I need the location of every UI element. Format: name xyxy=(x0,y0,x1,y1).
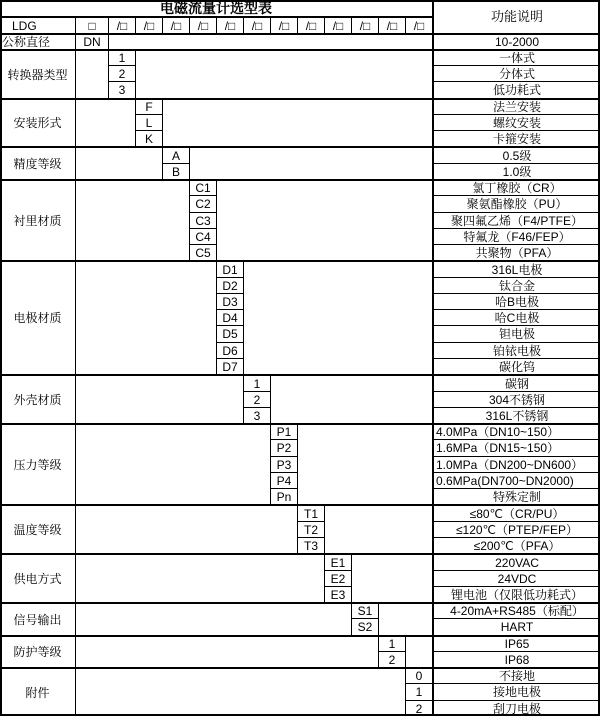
option-code-cell: L xyxy=(135,114,162,130)
option-code-cell: 1 xyxy=(405,683,432,700)
option-code-cell: P2 xyxy=(270,439,297,456)
option-description-cell: 碳钢 xyxy=(432,374,600,391)
option-code-cell: 2 xyxy=(405,700,432,716)
option-code-cell: C1 xyxy=(189,179,216,195)
option-code-cell: DN xyxy=(75,33,108,49)
option-description-cell: 特氟龙（F46/FEP） xyxy=(432,228,600,244)
option-code-cell: C3 xyxy=(189,212,216,228)
option-code-cell: C4 xyxy=(189,228,216,244)
option-description-cell: 法兰安装 xyxy=(432,98,600,114)
model-code-box: □ xyxy=(75,16,108,33)
category-label: 供电方式 xyxy=(0,553,75,602)
option-description-cell: 220VAC xyxy=(432,553,600,570)
option-code-cell: 2 xyxy=(378,651,405,667)
model-code-slot: /□ xyxy=(270,16,297,33)
spacer-cell xyxy=(75,602,351,635)
spacer-cell xyxy=(351,553,432,602)
table-title: 电磁流量计选型表 xyxy=(160,0,272,16)
spacer-cell xyxy=(135,49,432,98)
spacer-cell xyxy=(243,260,432,374)
function-column-header: 功能说明 xyxy=(432,0,600,33)
option-code-cell: 3 xyxy=(108,81,135,98)
spacer-cell xyxy=(75,260,216,374)
category-label: 安装形式 xyxy=(0,98,75,146)
option-code-cell: T3 xyxy=(297,537,324,553)
option-description-cell: 聚氨酯橡胶（PU） xyxy=(432,195,600,212)
spacer-cell xyxy=(75,667,405,716)
option-code-cell: K xyxy=(135,130,162,146)
category-label: 公称直径 xyxy=(0,33,75,49)
category-label: 精度等级 xyxy=(0,146,75,179)
option-description-cell: 碳化钨 xyxy=(432,358,600,374)
option-code-cell: P4 xyxy=(270,472,297,488)
spacer-cell xyxy=(378,602,432,635)
option-code-cell: E2 xyxy=(324,570,351,586)
option-description-cell: 锂电池（仅限低功耗式） xyxy=(432,586,600,602)
model-code-slot: /□ xyxy=(216,16,243,33)
spacer-cell xyxy=(75,374,243,423)
category-label: 电极材质 xyxy=(0,260,75,374)
option-description-cell: 哈C电极 xyxy=(432,309,600,325)
option-code-cell: D6 xyxy=(216,342,243,358)
option-description-cell: 卡箍安装 xyxy=(432,130,600,146)
option-description-cell: 铂铱电极 xyxy=(432,342,600,358)
option-code-cell: Pn xyxy=(270,488,297,504)
option-code-cell: 2 xyxy=(108,65,135,81)
option-description-cell: 钛合金 xyxy=(432,277,600,293)
spacer-cell xyxy=(108,33,432,49)
spacer-cell xyxy=(75,553,324,602)
option-code-cell: 2 xyxy=(243,391,270,407)
option-code-cell: D2 xyxy=(216,277,243,293)
model-prefix-cell: LDG xyxy=(0,16,75,33)
spacer-cell xyxy=(75,423,270,504)
option-code-cell: 1 xyxy=(108,49,135,65)
option-description-cell: 1.0MPa（DN200~DN600） xyxy=(432,456,600,472)
spacer-cell xyxy=(75,635,378,667)
option-description-cell: 0.5级 xyxy=(432,146,600,163)
model-code-slot: /□ xyxy=(378,16,405,33)
option-code-cell: 0 xyxy=(405,667,432,683)
option-code-cell: P3 xyxy=(270,456,297,472)
category-label: 信号输出 xyxy=(0,602,75,635)
model-code-slot: /□ xyxy=(189,16,216,33)
option-description-cell: 1.0级 xyxy=(432,163,600,179)
option-description-cell: 特殊定制 xyxy=(432,488,600,504)
option-description-cell: 接地电极 xyxy=(432,683,600,700)
option-code-cell: 3 xyxy=(243,407,270,423)
model-code-slot: /□ xyxy=(162,16,189,33)
category-label: 压力等级 xyxy=(0,423,75,504)
option-code-cell: 1 xyxy=(243,374,270,391)
option-description-cell: ≤120℃（PTEP/FEP） xyxy=(432,521,600,537)
spacer-cell xyxy=(324,504,432,553)
option-code-cell: S2 xyxy=(351,618,378,635)
option-code-cell: C5 xyxy=(189,244,216,260)
spacer-cell xyxy=(75,98,135,146)
option-code-cell: D1 xyxy=(216,260,243,277)
option-code-cell: A xyxy=(162,146,189,163)
option-code-cell: B xyxy=(162,163,189,179)
spacer-cell xyxy=(75,146,162,179)
category-label: 衬里材质 xyxy=(0,179,75,260)
model-code-slot: /□ xyxy=(297,16,324,33)
option-description-cell: 氯丁橡胶（CR） xyxy=(432,179,600,195)
option-code-cell: D5 xyxy=(216,325,243,342)
option-code-cell: C2 xyxy=(189,195,216,212)
option-description-cell: 1.6MPa（DN15~150） xyxy=(432,439,600,456)
spacer-cell xyxy=(162,98,432,146)
option-description-cell: 304不锈钢 xyxy=(432,391,600,407)
option-description-cell: 聚四氟乙烯（F4/PTFE） xyxy=(432,212,600,228)
option-description-cell: 分体式 xyxy=(432,65,600,81)
model-code-slot: /□ xyxy=(324,16,351,33)
option-description-cell: 4-20mA+RS485（标配） xyxy=(432,602,600,618)
option-code-cell: S1 xyxy=(351,602,378,618)
spacer-cell xyxy=(189,146,432,179)
option-description-cell: ≤80℃（CR/PU） xyxy=(432,504,600,521)
option-code-cell: D7 xyxy=(216,358,243,374)
spacer-cell xyxy=(75,504,297,553)
option-code-cell: D3 xyxy=(216,293,243,309)
option-description-cell: 4.0MPa（DN10~150） xyxy=(432,423,600,439)
option-code-cell: D4 xyxy=(216,309,243,325)
option-description-cell: 哈B电极 xyxy=(432,293,600,309)
model-code-slot: /□ xyxy=(135,16,162,33)
option-code-cell: 1 xyxy=(378,635,405,651)
option-code-cell: E3 xyxy=(324,586,351,602)
model-code-slot: /□ xyxy=(108,16,135,33)
option-description-cell: 不接地 xyxy=(432,667,600,683)
spacer-cell xyxy=(216,179,432,260)
option-code-cell: E1 xyxy=(324,553,351,570)
model-code-slot: /□ xyxy=(405,16,432,33)
option-code-cell: P1 xyxy=(270,423,297,439)
option-description-cell: 0.6MPa(DN700~DN2000) xyxy=(432,472,600,488)
spacer-cell xyxy=(75,179,189,260)
option-description-cell: 10-2000 xyxy=(432,33,600,49)
spacer-cell xyxy=(297,423,432,504)
option-description-cell: ≤200℃（PFA） xyxy=(432,537,600,553)
spacer-cell xyxy=(75,49,108,98)
option-description-cell: 钽电极 xyxy=(432,325,600,342)
option-code-cell: T2 xyxy=(297,521,324,537)
option-description-cell: 共聚物（PFA） xyxy=(432,244,600,260)
category-label: 外壳材质 xyxy=(0,374,75,423)
option-description-cell: IP68 xyxy=(432,651,600,667)
category-label: 温度等级 xyxy=(0,504,75,553)
category-label: 附件 xyxy=(0,667,75,716)
category-label: 防护等级 xyxy=(0,635,75,667)
option-description-cell: HART xyxy=(432,618,600,635)
option-description-cell: 螺纹安装 xyxy=(432,114,600,130)
spacer-cell xyxy=(270,374,432,423)
option-code-cell: T1 xyxy=(297,504,324,521)
model-code-slot: /□ xyxy=(243,16,270,33)
category-label: 转换器类型 xyxy=(0,49,75,98)
option-description-cell: 低功耗式 xyxy=(432,81,600,98)
option-description-cell: 316L不锈钢 xyxy=(432,407,600,423)
model-code-slot: /□ xyxy=(351,16,378,33)
option-code-cell: F xyxy=(135,98,162,114)
option-description-cell: 316L电极 xyxy=(432,260,600,277)
option-description-cell: IP65 xyxy=(432,635,600,651)
spacer-cell xyxy=(405,635,432,667)
option-description-cell: 一体式 xyxy=(432,49,600,65)
option-description-cell: 刮刀电极 xyxy=(432,700,600,716)
option-description-cell: 24VDC xyxy=(432,570,600,586)
